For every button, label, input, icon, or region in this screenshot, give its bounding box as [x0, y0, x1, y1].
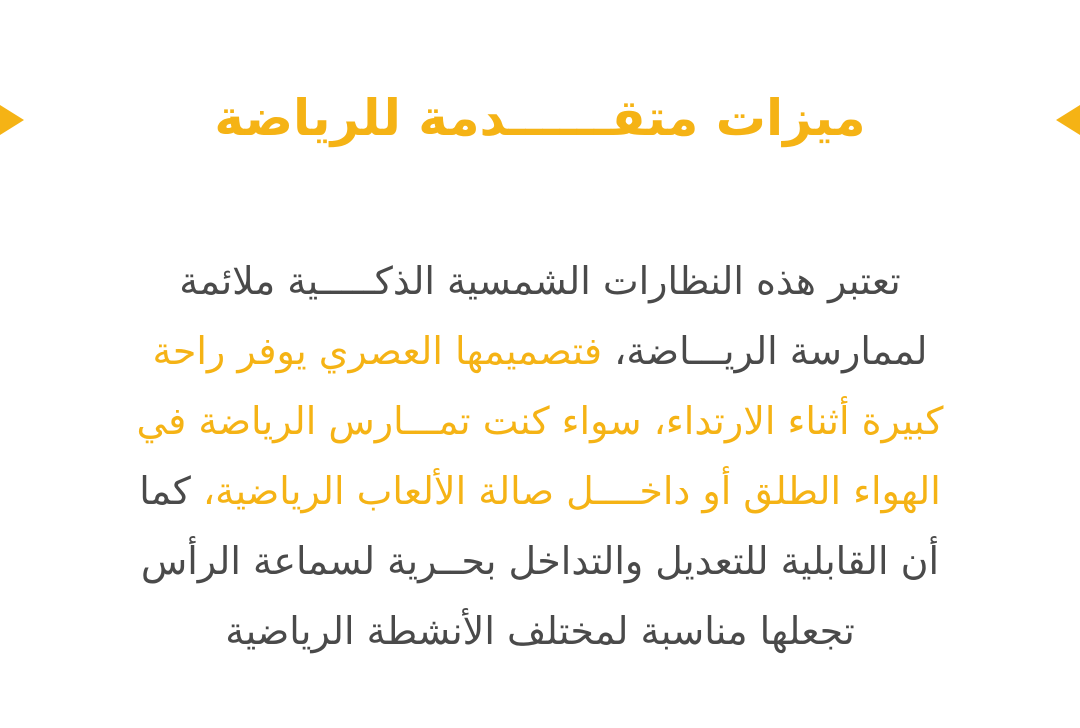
body-line-4-dark-text: كما — [139, 469, 191, 513]
body-line-4-accent-text: الهواء الطلق أو داخــــل صالة الألعاب الرياضية، — [202, 469, 941, 513]
body-paragraph — [60, 246, 1020, 666]
body-line-3 — [60, 386, 1020, 456]
body-line-5-text: أن القابلية للتعديل والتداخل بحــرية لسماعة الرأس — [140, 539, 940, 583]
body-line-2-dark-text: لممارسة الريـــاضة، — [614, 329, 928, 373]
page-title: ميزات متقــــــدمة للرياضة — [214, 89, 866, 147]
body-line-2-accent-text: فتصميمها العصري يوفر راحة — [152, 329, 603, 373]
body-line-1 — [60, 246, 1020, 316]
body-line-6 — [60, 596, 1020, 666]
body-line-6-text: تجعلها مناسبة لمختلف الأنشطة الرياضية — [225, 609, 855, 653]
body-line-5 — [60, 526, 1020, 596]
body-line-4 — [60, 456, 1020, 526]
body-line-1-text: تعتبر هذه النظارات الشمسية الذكـــــية ملائمة — [179, 259, 901, 303]
body-line-2 — [60, 316, 1020, 386]
body-line-3-accent-text: كبيرة أثناء الارتداء، سواء كنت تمـــارس الرياضة في — [136, 399, 944, 443]
